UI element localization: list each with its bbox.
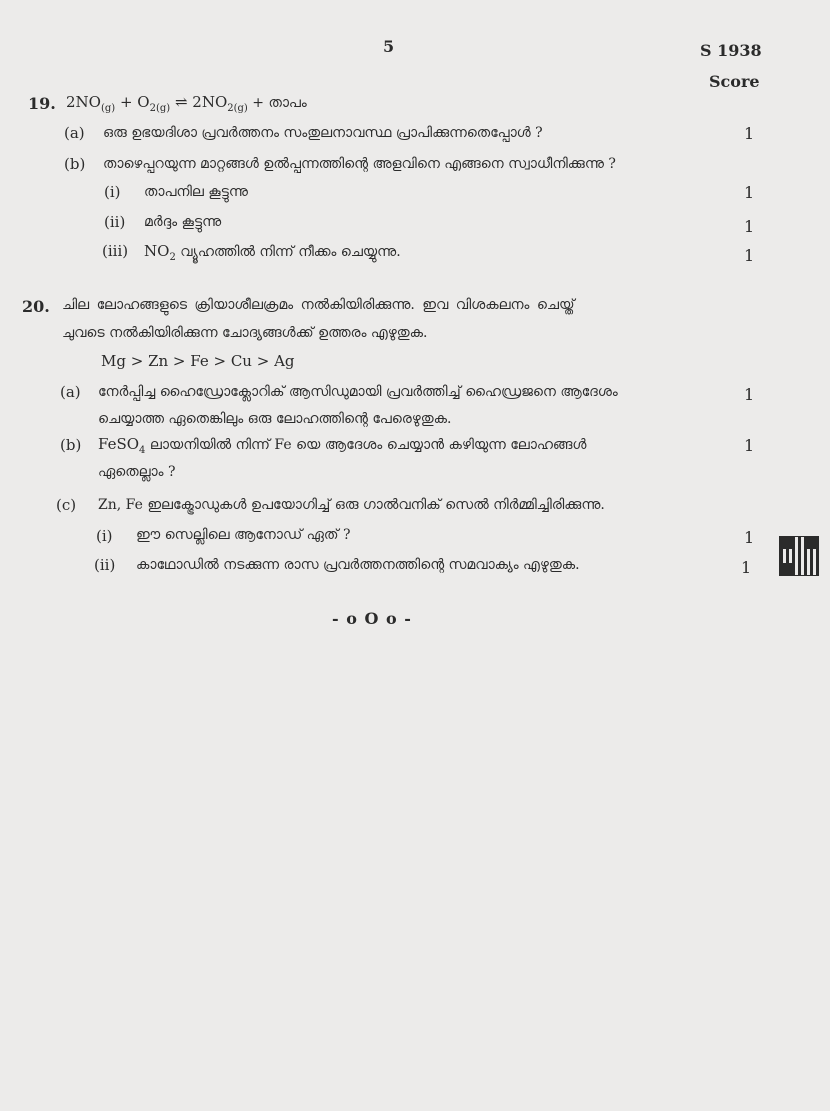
q19b-i-label: (i): [104, 183, 121, 201]
question-number-20: 20.: [22, 297, 50, 316]
q19b-i-score: 1: [744, 183, 755, 202]
reactivity-series: Mg > Zn > Fe > Cu > Ag: [101, 352, 295, 370]
q19a-score: 1: [744, 124, 755, 143]
q20b-line1: FeSO$_4$ ലായനിയിൽ നിന്ന് Fe യെ ആദേശം ചെയ്യാൻ കഴിയുന്ന ലോഹങ്ങൾ: [98, 435, 587, 456]
q20-intro-line2: ചുവടെ നൽകിയിരിക്കുന്ന ചോദ്യങ്ങൾക്ക് ഉത്തരം എഴുതുക.: [62, 325, 428, 341]
paper-code: S 1938: [700, 41, 762, 60]
q20c-i-text: ഈ സെല്ലിലെ ആനോഡ് ഏത് ?: [136, 527, 351, 543]
question-number-19: 19.: [28, 94, 56, 113]
q19a-text: ഒരു ഉഭയദിശാ പ്രവർത്തനം സംതുലനാവസ്ഥ പ്രാപിക്കുന്നതെപ്പോൾ ?: [103, 125, 543, 141]
q20b-label: (b): [60, 436, 82, 454]
q20a-line1: നേർപ്പിച്ച ഹൈഡ്രോക്ലോറിക് ആസിഡുമായി പ്രവർത്തിച്ച് ഹൈഡ്രജനെ ആദേശം: [98, 384, 618, 400]
q19b-label: (b): [64, 155, 86, 173]
q20b-score: 1: [744, 436, 755, 455]
qr-code-icon: [779, 536, 819, 576]
score-column-label: Score: [709, 72, 760, 91]
q20c-ii-label: (ii): [94, 556, 116, 574]
q19b-ii-text: മർദ്ദം കൂട്ടുന്നു: [144, 214, 222, 230]
q19a-label: (a): [64, 124, 85, 142]
q19b-iii-score: 1: [744, 246, 755, 265]
q20c-text: Zn, Fe ഇലക്ട്രോഡുകൾ ഉപയോഗിച്ച് ഒരു ഗാൽവനിക് സെൽ നിർമ്മിച്ചിരിക്കുന്നു.: [98, 497, 605, 513]
q20c-ii-score: 1: [741, 558, 752, 577]
page-number: 5: [383, 37, 395, 56]
equilibrium-equation: $2NO_{(g)} + O_{2(g)}$ ⇌ $2NO_{2(g)}$ + താപം: [66, 93, 307, 114]
q19b-text: താഴെപ്പറയുന്ന മാറ്റങ്ങൾ ഉൽപ്പന്നത്തിന്റെ അളവിനെ എങ്ങനെ സ്വാധീനിക്കുന്നു ?: [103, 156, 616, 172]
q20-intro-line1: ചില ലോഹങ്ങളുടെ ക്രിയാശീലക്രമം നൽകിയിരിക്കുന്നു. ഇവ വിശകലനം ചെയ്ത്: [62, 297, 575, 313]
q20c-i-label: (i): [96, 527, 113, 545]
q20a-line2: ചെയ്യാത്ത ഏതെങ്കിലും ഒരു ലോഹത്തിന്റെ പേരെഴുതുക.: [98, 411, 452, 427]
q20a-score: 1: [744, 385, 755, 404]
q20a-label: (a): [60, 383, 81, 401]
q20c-i-score: 1: [744, 528, 755, 547]
q20c-ii-text: കാഥോഡിൽ നടക്കുന്ന രാസ പ്രവർത്തനത്തിന്റെ സമവാക്യം എഴുതുക.: [136, 557, 580, 573]
q20b-line2: ഏതെല്ലാം ?: [98, 464, 176, 480]
q19b-iii-label: (iii): [102, 242, 129, 260]
q19b-i-text: താപനില കൂട്ടുന്നു: [144, 184, 248, 200]
q19b-ii-label: (ii): [104, 213, 126, 231]
end-of-paper-mark: - o O o -: [332, 609, 412, 628]
q20c-label: (c): [56, 496, 77, 514]
q19b-iii-text: $NO_2$ വ്യൂഹത്തിൽ നിന്ന് നീക്കം ചെയ്യുന്നു.: [144, 242, 401, 263]
q19b-ii-score: 1: [744, 217, 755, 236]
